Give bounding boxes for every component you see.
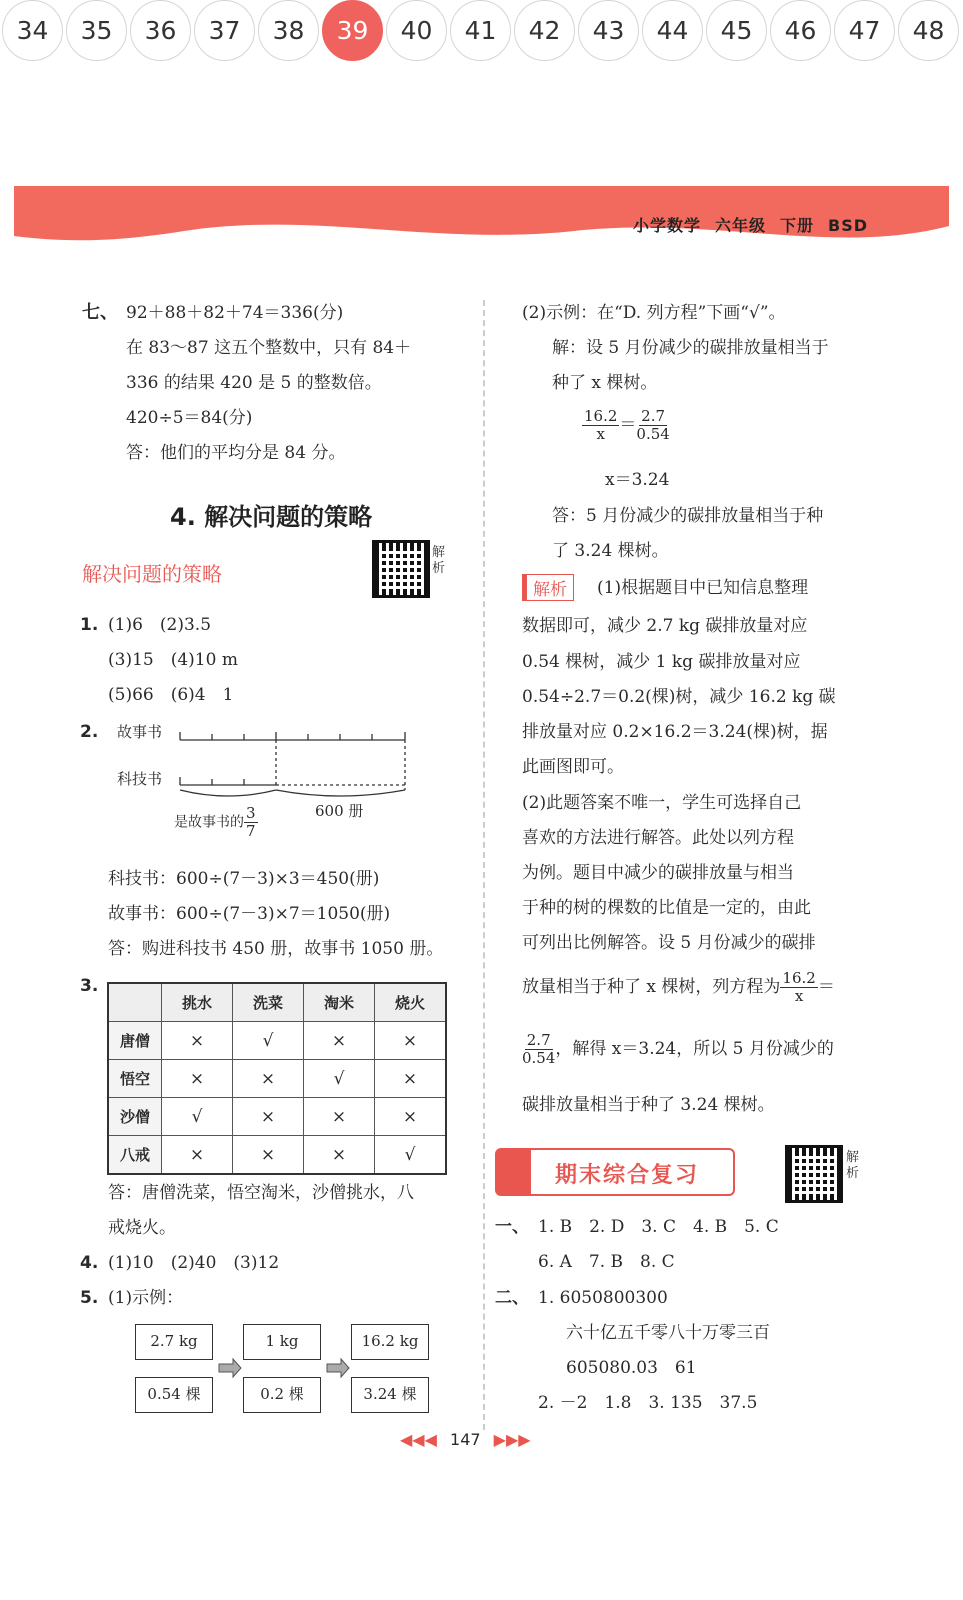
flow-box-bottom: 3.24 棵 xyxy=(351,1377,429,1413)
page-tab-43[interactable]: 43 xyxy=(578,0,639,61)
fraction-note-prefix: 是故事书的 xyxy=(174,814,244,831)
r-e13-row xyxy=(522,1032,834,1067)
inline-fraction xyxy=(780,970,817,1005)
table-row xyxy=(108,1022,446,1060)
section-heading xyxy=(170,497,372,532)
equation: $\frac{16.2}{x}$ ＝ $\frac{2.7}{0.54}$ xyxy=(584,407,670,443)
r-e3: 0.54 棵树，减少 1 kg 碳排放量对应 xyxy=(522,652,801,672)
flow-arrows xyxy=(135,1324,435,1414)
row-header: 八戒 xyxy=(108,1136,162,1175)
analysis-tag: 解析 xyxy=(522,574,574,601)
page-tab-34[interactable]: 34 xyxy=(2,0,63,61)
chores-table xyxy=(107,982,447,1175)
amount-label: 600 册 xyxy=(315,802,364,820)
q7-line4: 420÷5＝84(分) xyxy=(126,408,253,428)
eq-left-fraction xyxy=(582,408,619,443)
col-header: 淘米 xyxy=(304,983,375,1022)
a3-num: 3. xyxy=(80,976,99,996)
table-cell: × xyxy=(375,1060,447,1098)
frac-num: 16.2 xyxy=(584,407,618,425)
fraction-3-7 xyxy=(244,805,258,840)
r-e11: 可列出比例解答。设 5 月份减少的碳排 xyxy=(522,933,816,953)
s2-line1: 1. 6050800300 xyxy=(538,1288,668,1308)
s1-label: 一、 xyxy=(495,1217,529,1237)
r-e12: 放量相当于种了 x 棵树，列方程为 xyxy=(522,977,781,997)
a2-line1: 科技书：600÷(7－3)×3＝450(册) xyxy=(108,869,380,889)
page-tab-36[interactable]: 36 xyxy=(130,0,191,61)
s2-line3: 605080.03 61 xyxy=(566,1358,697,1378)
frac-den: 0.54 xyxy=(522,1049,556,1067)
page-tab-47[interactable]: 47 xyxy=(834,0,895,61)
a5-num: 5. xyxy=(80,1288,99,1308)
s1-line2: 6. A 7. B 8. C xyxy=(538,1252,675,1272)
flow-box-top: 16.2 kg xyxy=(351,1324,429,1360)
table-cell: √ xyxy=(375,1136,447,1175)
qr-code[interactable] xyxy=(372,540,430,598)
a2-line3: 答：购进科技书 450 册，故事书 1050 册。 xyxy=(108,939,444,959)
table-cell: × xyxy=(304,1022,375,1060)
table-row xyxy=(108,1098,446,1136)
frac-den: 0.54 xyxy=(636,425,670,443)
r-e14: 碳排放量相当于种了 3.24 棵树。 xyxy=(522,1095,775,1115)
line-segment-diagram xyxy=(170,720,420,810)
next-arrows-icon[interactable]: ▶▶▶ xyxy=(493,1430,531,1449)
frac-num: 2.7 xyxy=(641,407,666,425)
qr-label: 解析 xyxy=(846,1150,860,1181)
table-row xyxy=(108,1136,446,1175)
q7-line1: 92＋88＋82＋74＝336(分) xyxy=(126,303,344,323)
r-e9: 为例。题目中减少的碳排放量与相当 xyxy=(522,863,794,883)
flow-box-bottom: 0.54 棵 xyxy=(135,1377,213,1413)
r-p4: x＝3.24 xyxy=(605,470,670,490)
r-e1: (1)根据题目中已知信息整理 xyxy=(597,578,809,598)
table-cell: × xyxy=(304,1098,375,1136)
final-review-title: 期末综合复习 xyxy=(555,1163,700,1188)
qr-label: 解析 xyxy=(432,545,446,576)
page-number: 147 xyxy=(450,1430,481,1449)
page-tab-35[interactable]: 35 xyxy=(66,0,127,61)
r-p3: 种了 x 棵树。 xyxy=(552,373,658,393)
section-number: 4. xyxy=(170,503,196,531)
table-cell: × xyxy=(233,1098,304,1136)
page-tab-39[interactable]: 39 xyxy=(322,0,383,61)
table-cell: √ xyxy=(233,1022,304,1060)
section-title: 解决问题的策略 xyxy=(204,503,373,531)
table-cell: √ xyxy=(304,1060,375,1098)
r-e7: (2)此题答案不唯一，学生可选择自己 xyxy=(522,793,802,813)
eq-right-fraction xyxy=(636,408,669,443)
table-corner xyxy=(108,983,162,1022)
r-e2: 数据即可，减少 2.7 kg 碳排放量对应 xyxy=(522,616,808,636)
page-tab-44[interactable]: 44 xyxy=(642,0,703,61)
frac-den: x xyxy=(596,425,605,443)
table-cell: × xyxy=(375,1022,447,1060)
story-label: 故事书 xyxy=(117,723,163,741)
heading-accent xyxy=(497,1150,531,1194)
r-e13: ，解得 x＝3.24，所以 5 月份减少的 xyxy=(555,1039,834,1059)
s2-label: 二、 xyxy=(495,1288,529,1308)
r-e5: 排放量对应 0.2×16.2＝3.24(棵)树，据 xyxy=(522,722,828,742)
q7-line2: 在 83～87 这五个整数中，只有 84＋ xyxy=(126,338,412,358)
table-cell: × xyxy=(233,1060,304,1098)
page-tab-45[interactable]: 45 xyxy=(706,0,767,61)
page-navigator xyxy=(0,0,963,62)
flow-box-top: 2.7 kg xyxy=(135,1324,213,1360)
r-e4: 0.54÷2.7＝0.2(棵)树，减少 16.2 kg 碳 xyxy=(522,687,836,707)
subsection-title: 解决问题的策略 xyxy=(82,562,222,586)
a1-row1: (1)6 (2)3.5 xyxy=(108,615,212,635)
s1-line1: 1. B 2. D 3. C 4. B 5. C xyxy=(538,1217,779,1237)
qr-code[interactable] xyxy=(785,1145,843,1203)
s2-line2: 六十亿五千零八十万零三百 xyxy=(566,1323,770,1343)
q7-label: 七、 xyxy=(82,302,118,323)
row-header: 悟空 xyxy=(108,1060,162,1098)
r-p1: (2)示例：在“D. 列方程”下画“√”。 xyxy=(522,303,786,323)
a4-text: (1)10 (2)40 (3)12 xyxy=(108,1253,280,1273)
r-e8: 喜欢的方法进行解答。此处以列方程 xyxy=(522,828,794,848)
table-cell: × xyxy=(375,1098,447,1136)
prev-arrows-icon[interactable]: ◀◀◀ xyxy=(400,1430,437,1449)
col-header: 烧火 xyxy=(375,983,447,1022)
banner-text xyxy=(619,213,868,236)
col-header: 挑水 xyxy=(162,983,233,1022)
col-header: 洗菜 xyxy=(233,983,304,1022)
table-cell: × xyxy=(233,1136,304,1175)
banner-grade: 六年级 xyxy=(714,216,766,235)
column-divider xyxy=(483,300,485,1430)
r-p2: 解：设 5 月份减少的碳排放量相当于 xyxy=(552,338,829,358)
final-review-heading xyxy=(495,1148,735,1196)
a3-answer-1: 答：唐僧洗菜，悟空淘米，沙僧挑水，八 xyxy=(108,1183,414,1203)
r-e12-row: 放量相当于种了 x 棵树，列方程为 $\frac{16.2}{x}$ ＝ xyxy=(522,969,835,1005)
a1-row3: (5)66 (6)4 1 xyxy=(108,685,234,705)
flow-box-top: 1 kg xyxy=(243,1324,321,1360)
q7-line5: 答：他们的平均分是 84 分。 xyxy=(126,443,346,463)
banner-subject: 小学数学 xyxy=(632,216,701,235)
frac-num: 3 xyxy=(246,804,256,822)
a1-row2: (3)15 (4)10 m xyxy=(108,650,238,670)
frac-num: 16.2 xyxy=(782,969,816,987)
page-footer xyxy=(400,1430,531,1449)
r-e6: 此画图即可。 xyxy=(522,757,624,777)
a2-num: 2. xyxy=(80,722,99,742)
frac-num: 2.7 xyxy=(526,1031,551,1049)
table-cell: × xyxy=(304,1136,375,1175)
a1-num: 1. xyxy=(80,615,99,635)
flow-box-bottom: 0.2 棵 xyxy=(243,1377,321,1413)
s2-line4: 2. －2 1.8 3. 135 37.5 xyxy=(538,1393,758,1413)
a5-text: (1)示例： xyxy=(108,1288,184,1308)
page-tab-42[interactable]: 42 xyxy=(514,0,575,61)
q7-line3: 336 的结果 420 是 5 的整数倍。 xyxy=(126,373,382,393)
inline-fraction xyxy=(522,1032,555,1067)
page-tab-41[interactable]: 41 xyxy=(450,0,511,61)
table-cell: √ xyxy=(162,1098,233,1136)
row-header: 沙僧 xyxy=(108,1098,162,1136)
page-tab-40[interactable]: 40 xyxy=(386,0,447,61)
tech-label: 科技书 xyxy=(117,770,163,788)
fraction-note xyxy=(174,805,258,840)
table-row xyxy=(108,1060,446,1098)
table-cell: × xyxy=(162,1022,233,1060)
table-cell: × xyxy=(162,1060,233,1098)
r-p6: 了 3.24 棵树。 xyxy=(552,541,669,561)
banner-edition: BSD xyxy=(828,216,868,235)
table-cell: × xyxy=(162,1136,233,1175)
a4-num: 4. xyxy=(80,1253,99,1273)
page-tab-37[interactable]: 37 xyxy=(194,0,255,61)
r-e10: 于种的树的棵数的比值是一定的，由此 xyxy=(522,898,811,918)
page-tab-38[interactable]: 38 xyxy=(258,0,319,61)
r-p5: 答：5 月份减少的碳排放量相当于种 xyxy=(552,506,824,526)
row-header: 唐僧 xyxy=(108,1022,162,1060)
frac-den: x xyxy=(794,987,804,1005)
a3-answer-2: 戒烧火。 xyxy=(108,1218,176,1238)
page-tab-48[interactable]: 48 xyxy=(898,0,959,61)
page-tab-46[interactable]: 46 xyxy=(770,0,831,61)
banner-volume: 下册 xyxy=(779,216,814,235)
a2-line2: 故事书：600÷(7－3)×7＝1050(册) xyxy=(108,904,391,924)
frac-den: 7 xyxy=(246,822,256,840)
